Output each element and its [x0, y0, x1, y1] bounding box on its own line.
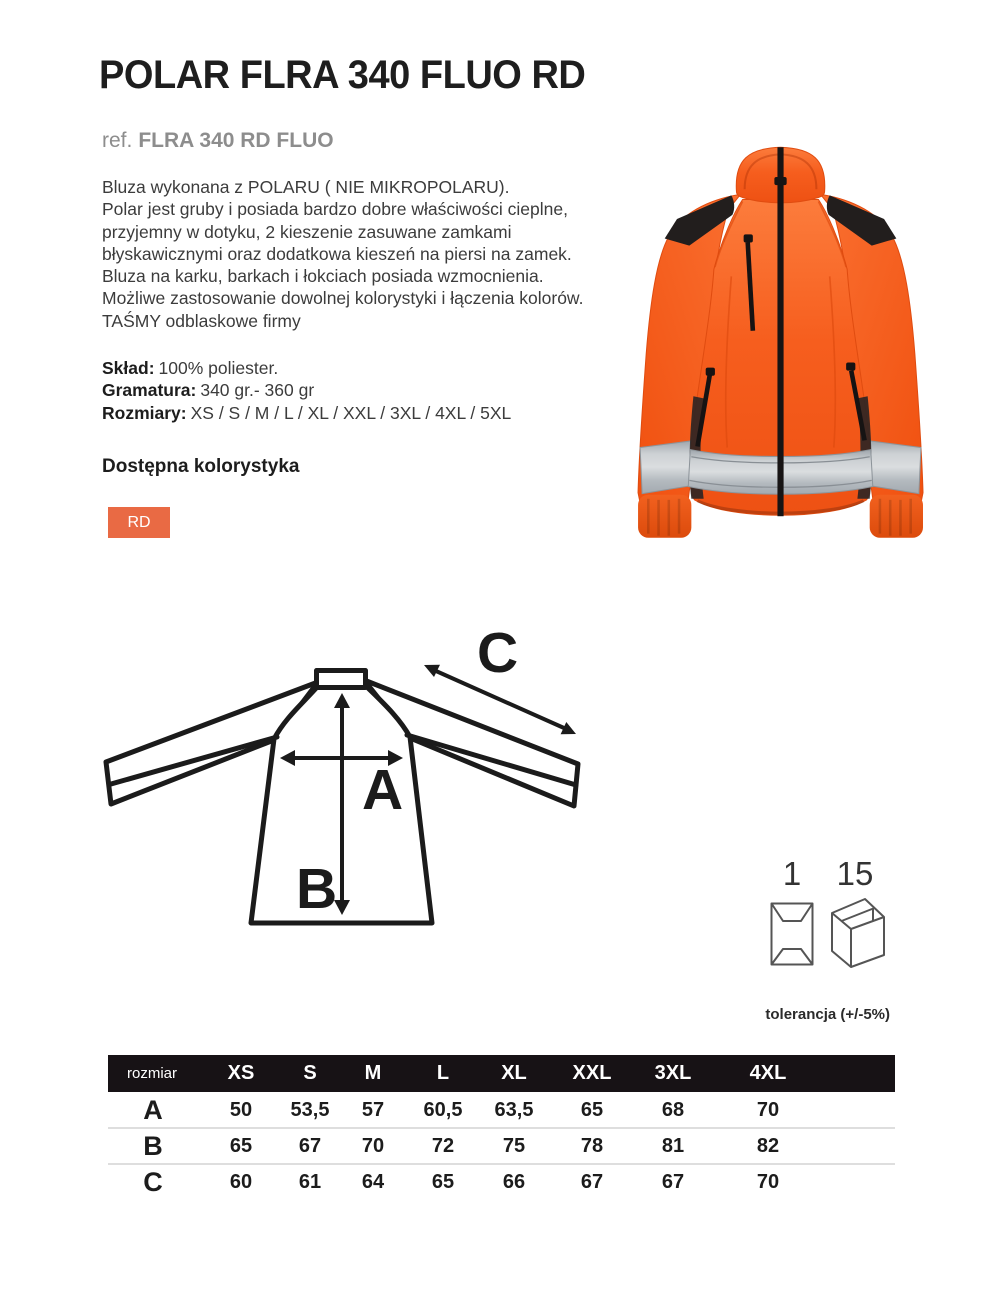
table-row-a: [108, 1093, 895, 1127]
column-header-m: M: [364, 1062, 382, 1084]
color-swatch-rd: [108, 507, 170, 538]
left-cuff: [638, 495, 691, 538]
description-line: Polar jest gruby i posiada bardzo dobre właściwości cieplne,: [102, 199, 568, 220]
row-label: C: [143, 1167, 163, 1197]
diagram-label-a: A: [362, 758, 404, 822]
table-cell: 61: [298, 1171, 322, 1193]
table-cell: 50: [229, 1099, 253, 1121]
table-cell: 70: [756, 1099, 780, 1121]
diagram-collar: [317, 671, 366, 688]
row-label: B: [143, 1131, 163, 1161]
table-row-b: [108, 1129, 895, 1163]
description-line: Możliwe zastosowanie dowolnej kolorystyki i łączenia kolorów.: [102, 288, 584, 309]
spec-line-gramatura: Gramatura: 340 gr.- 360 gr: [102, 380, 315, 401]
diagram-label-b: B: [296, 857, 338, 921]
table-cell: 65: [580, 1099, 604, 1121]
column-header-4xl: 4XL: [749, 1062, 787, 1084]
bag-icon: [770, 902, 814, 966]
product-description: [102, 176, 583, 332]
table-cell: 67: [661, 1171, 685, 1193]
colors-heading: Dostępna kolorystyka: [102, 456, 300, 477]
table-cell: 68: [661, 1099, 685, 1121]
size-table-header: [108, 1055, 895, 1092]
description-line: Bluza wykonana z POLARU ( NIE MIKROPOLARU).: [102, 177, 510, 197]
measurement-diagram: [80, 616, 630, 966]
spec-line-sklad: Skład: 100% poliester.: [102, 358, 279, 378]
table-cell: 64: [361, 1171, 385, 1193]
page-title: POLAR FLRA 340 FLUO RD: [99, 53, 586, 97]
table-cell: 57: [361, 1099, 385, 1121]
tolerance-note: tolerancja (+/-5%): [765, 1006, 890, 1023]
table-cell: 53,5: [290, 1099, 330, 1121]
product-specs: [102, 357, 511, 424]
carton-quantity: 15: [836, 855, 874, 892]
table-cell: 75: [502, 1135, 526, 1157]
description-line: Bluza na karku, barkach i łokciach posiada wzmocnienia.: [102, 266, 544, 287]
column-header-xl: XL: [501, 1062, 527, 1084]
description-line: TAŚMY odblaskowe firmy: [102, 310, 301, 331]
table-cell: 65: [229, 1135, 253, 1157]
color-swatch-label: RD: [127, 513, 151, 531]
ref-label: ref.: [102, 129, 133, 152]
table-cell: 60,5: [423, 1099, 463, 1121]
spec-line-rozmiary: Rozmiary: XS / S / M / L / XL / XXL / 3XL / 4XL / 5XL: [102, 402, 512, 423]
row-label: A: [143, 1095, 163, 1125]
product-ref: [102, 129, 334, 153]
table-row-c: [108, 1165, 895, 1199]
size-table: [108, 1055, 895, 1205]
carton-box-icon: [829, 896, 887, 970]
table-cell: 70: [361, 1135, 385, 1157]
table-cell: 60: [229, 1171, 253, 1193]
description-line: przyjemny w dotyku, 2 kieszenie zasuwane zamkami: [102, 221, 512, 242]
column-header-l: L: [436, 1062, 450, 1084]
column-header-s: S: [303, 1062, 317, 1084]
table-cell: 70: [756, 1171, 780, 1193]
table-cell: 82: [756, 1135, 780, 1157]
ref-code: FLRA 340 RD FLUO: [138, 129, 334, 152]
table-cell: 81: [661, 1135, 685, 1157]
column-header-xs: XS: [227, 1062, 255, 1084]
column-header-3xl: 3XL: [654, 1062, 692, 1084]
column-header-xxl: XXL: [572, 1062, 612, 1084]
right-cuff: [870, 495, 923, 538]
description-line: błyskawicznymi oraz dodatkowa kieszeń na piersi na zamek.: [102, 243, 572, 264]
diagram-label-c: C: [477, 621, 519, 685]
main-zipper: [777, 147, 783, 516]
bag-quantity: 1: [782, 855, 802, 892]
table-cell: 67: [298, 1135, 322, 1157]
table-cell: 78: [580, 1135, 604, 1157]
product-photo-jacket: [588, 138, 1000, 548]
table-cell: 63,5: [494, 1099, 534, 1121]
table-cell: 66: [502, 1171, 526, 1193]
table-cell: 65: [431, 1171, 455, 1193]
size-table-corner-label: rozmiar: [127, 1065, 178, 1082]
table-cell: 72: [431, 1135, 455, 1157]
table-cell: 67: [580, 1171, 604, 1193]
